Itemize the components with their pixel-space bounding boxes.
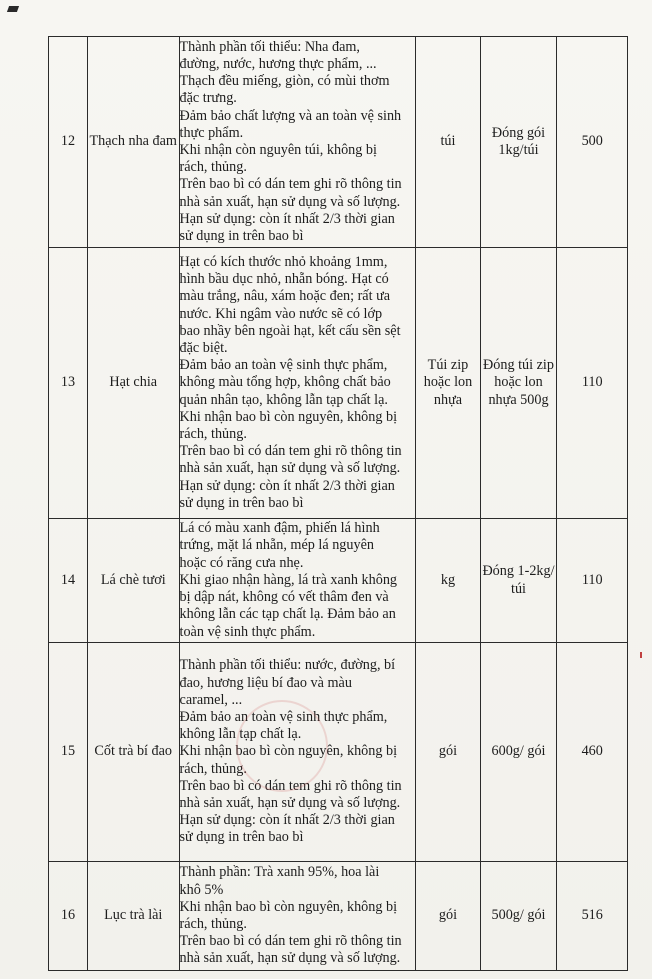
table-row [49, 862, 628, 971]
description-line: đường, nước, hương thực phẩm, ... [179, 55, 377, 72]
product-name: Hạt chia [87, 248, 179, 519]
packaging: Đóng túi zip hoặc lon nhựa 500g [480, 248, 557, 519]
product-spec-table [48, 36, 628, 971]
description-line: hoặc có răng cưa nhẹ. [179, 554, 304, 571]
description-line: Thành phần tối thiểu: Nha đam, [179, 38, 360, 55]
unit: túi [416, 37, 480, 248]
row-number: 13 [49, 248, 88, 519]
description-line: Khi nhận bao bì còn nguyên, không bị [179, 408, 398, 425]
description-line: nhà sản xuất, hạn sử dụng và số lượng. [179, 193, 401, 210]
quantity: 110 [557, 248, 628, 519]
description-line: sử dụng in trên bao bì [179, 829, 304, 846]
description-line: Hạn sử dụng: còn ít nhất 2/3 thời gian [179, 477, 395, 494]
description-line: Trên bao bì có dán tem ghi rõ thông tin [179, 443, 402, 460]
description-line: Hạn sử dụng: còn ít nhất 2/3 thời gian [179, 210, 395, 227]
table-row [49, 643, 628, 862]
packaging: Đóng gói 1kg/túi [480, 37, 557, 248]
table-row [49, 248, 628, 519]
description-line: Khi nhận bao bì còn nguyên, không bị [179, 743, 398, 760]
description-line: đặc trưng. [179, 90, 237, 107]
description-line: Thạch đều miếng, giòn, có mùi thơm [179, 73, 390, 90]
description-line: trứng, mặt lá nhẵn, mép lá nguyên [179, 537, 374, 554]
product-name: Cốt trà bí đao [87, 643, 179, 862]
description-line: rách, thủng. [179, 426, 247, 442]
description-line: nhà sản xuất, hạn sử dụng và số lượng. [179, 795, 401, 811]
description-line: rách, thủng. [179, 760, 247, 777]
unit: gói [416, 643, 480, 862]
description-line: hình bầu dục nhỏ, nhẵn bóng. Hạt có [179, 271, 389, 288]
description-line: Khi nhận còn nguyên túi, không bị [179, 142, 377, 158]
description-line: Trên bao bì có dán tem ghi rõ thông tin [179, 777, 402, 794]
red-pen-mark [640, 652, 642, 658]
description-line: Thành phần tối thiểu: nước, đường, bí [179, 657, 396, 674]
product-name: Lục trà lài [87, 862, 179, 971]
description-line: Khi nhận bao bì còn nguyên, không bị [179, 898, 398, 915]
unit: kg [416, 519, 480, 643]
quantity: 516 [557, 862, 628, 971]
description-line: Đảm bảo an toàn vệ sinh thực phẩm, [179, 357, 388, 374]
description-line: màu trắng, nâu, xám hoặc đen; rất ưa [179, 288, 391, 305]
description-line: không lẫn tạp chất lạ. [179, 726, 302, 743]
table-row [49, 519, 628, 643]
quantity: 500 [557, 37, 628, 248]
description-line: Khi giao nhận hàng, lá trà xanh không [179, 571, 398, 588]
description-line: nhà sản xuất, hạn sử dụng và số lượng. [179, 950, 401, 967]
description-line: Thành phần: Trà xanh 95%, hoa lài [179, 864, 380, 881]
description-line: sử dụng in trên bao bì [179, 494, 304, 511]
description-line: bị dập nát, không có vết thâm đen và [179, 589, 389, 606]
description-line: bao nhầy bên ngoài hạt, kết cấu sền sệt [179, 322, 401, 339]
description-line: đặc biệt. [179, 339, 228, 356]
table-body [49, 37, 628, 971]
description-line: thực phẩm. [179, 124, 244, 141]
quantity: 110 [557, 519, 628, 643]
description-line: Lá có màu xanh đậm, phiến lá hình [179, 520, 380, 537]
description-line: rách, thủng. [179, 159, 247, 176]
description-line: khô 5% [179, 881, 224, 898]
description-line: Hạt có kích thước nhỏ khoảng 1mm, [179, 253, 388, 270]
row-number: 12 [49, 37, 88, 248]
description-line: nhà sản xuất, hạn sử dụng và số lượng. [179, 460, 401, 477]
description-line: đao, hương liệu bí đao và màu [179, 674, 352, 691]
description-line: không màu tổng hợp, không chất bảo [179, 374, 391, 391]
description-line: Trên bao bì có dán tem ghi rõ thông tin [179, 176, 402, 193]
description-line: sử dụng in trên bao bì [179, 228, 304, 245]
unit: Túi zip hoặc lon nhựa [416, 248, 480, 519]
product-description [179, 862, 416, 971]
row-number: 16 [49, 862, 88, 971]
row-number: 14 [49, 519, 88, 643]
product-name: Thạch nha đam [87, 37, 179, 248]
description-line: nước. Khi ngâm vào nước sẽ có lớp [179, 305, 383, 322]
description-line: caramel, ... [179, 691, 243, 708]
packaging: 600g/ gói [480, 643, 557, 862]
product-description [179, 643, 416, 862]
description-line: rách, thủng. [179, 916, 247, 932]
scan-corner-mark [7, 6, 19, 12]
table-row [49, 37, 628, 248]
packaging: 500g/ gói [480, 862, 557, 971]
product-description [179, 248, 416, 519]
product-name: Lá chè tươi [87, 519, 179, 643]
packaging: Đóng 1-2kg/ túi [480, 519, 557, 643]
product-description [179, 519, 416, 643]
description-line: Đảm bảo chất lượng và an toàn vệ sinh [179, 107, 402, 124]
description-line: toàn vệ sinh thực phẩm. [179, 623, 316, 640]
description-line: không lẫn các tạp chất lạ. Đảm bảo an [179, 606, 396, 623]
quantity: 460 [557, 643, 628, 862]
row-number: 15 [49, 643, 88, 862]
product-description [179, 37, 416, 248]
description-line: Trên bao bì có dán tem ghi rõ thông tin [179, 933, 402, 950]
description-line: Đảm bảo an toàn vệ sinh thực phẩm, [179, 708, 388, 725]
description-line: quản nhân tạo, không lẫn tạp chất lạ. [179, 391, 388, 408]
unit: gói [416, 862, 480, 971]
description-line: Hạn sử dụng: còn ít nhất 2/3 thời gian [179, 812, 395, 829]
